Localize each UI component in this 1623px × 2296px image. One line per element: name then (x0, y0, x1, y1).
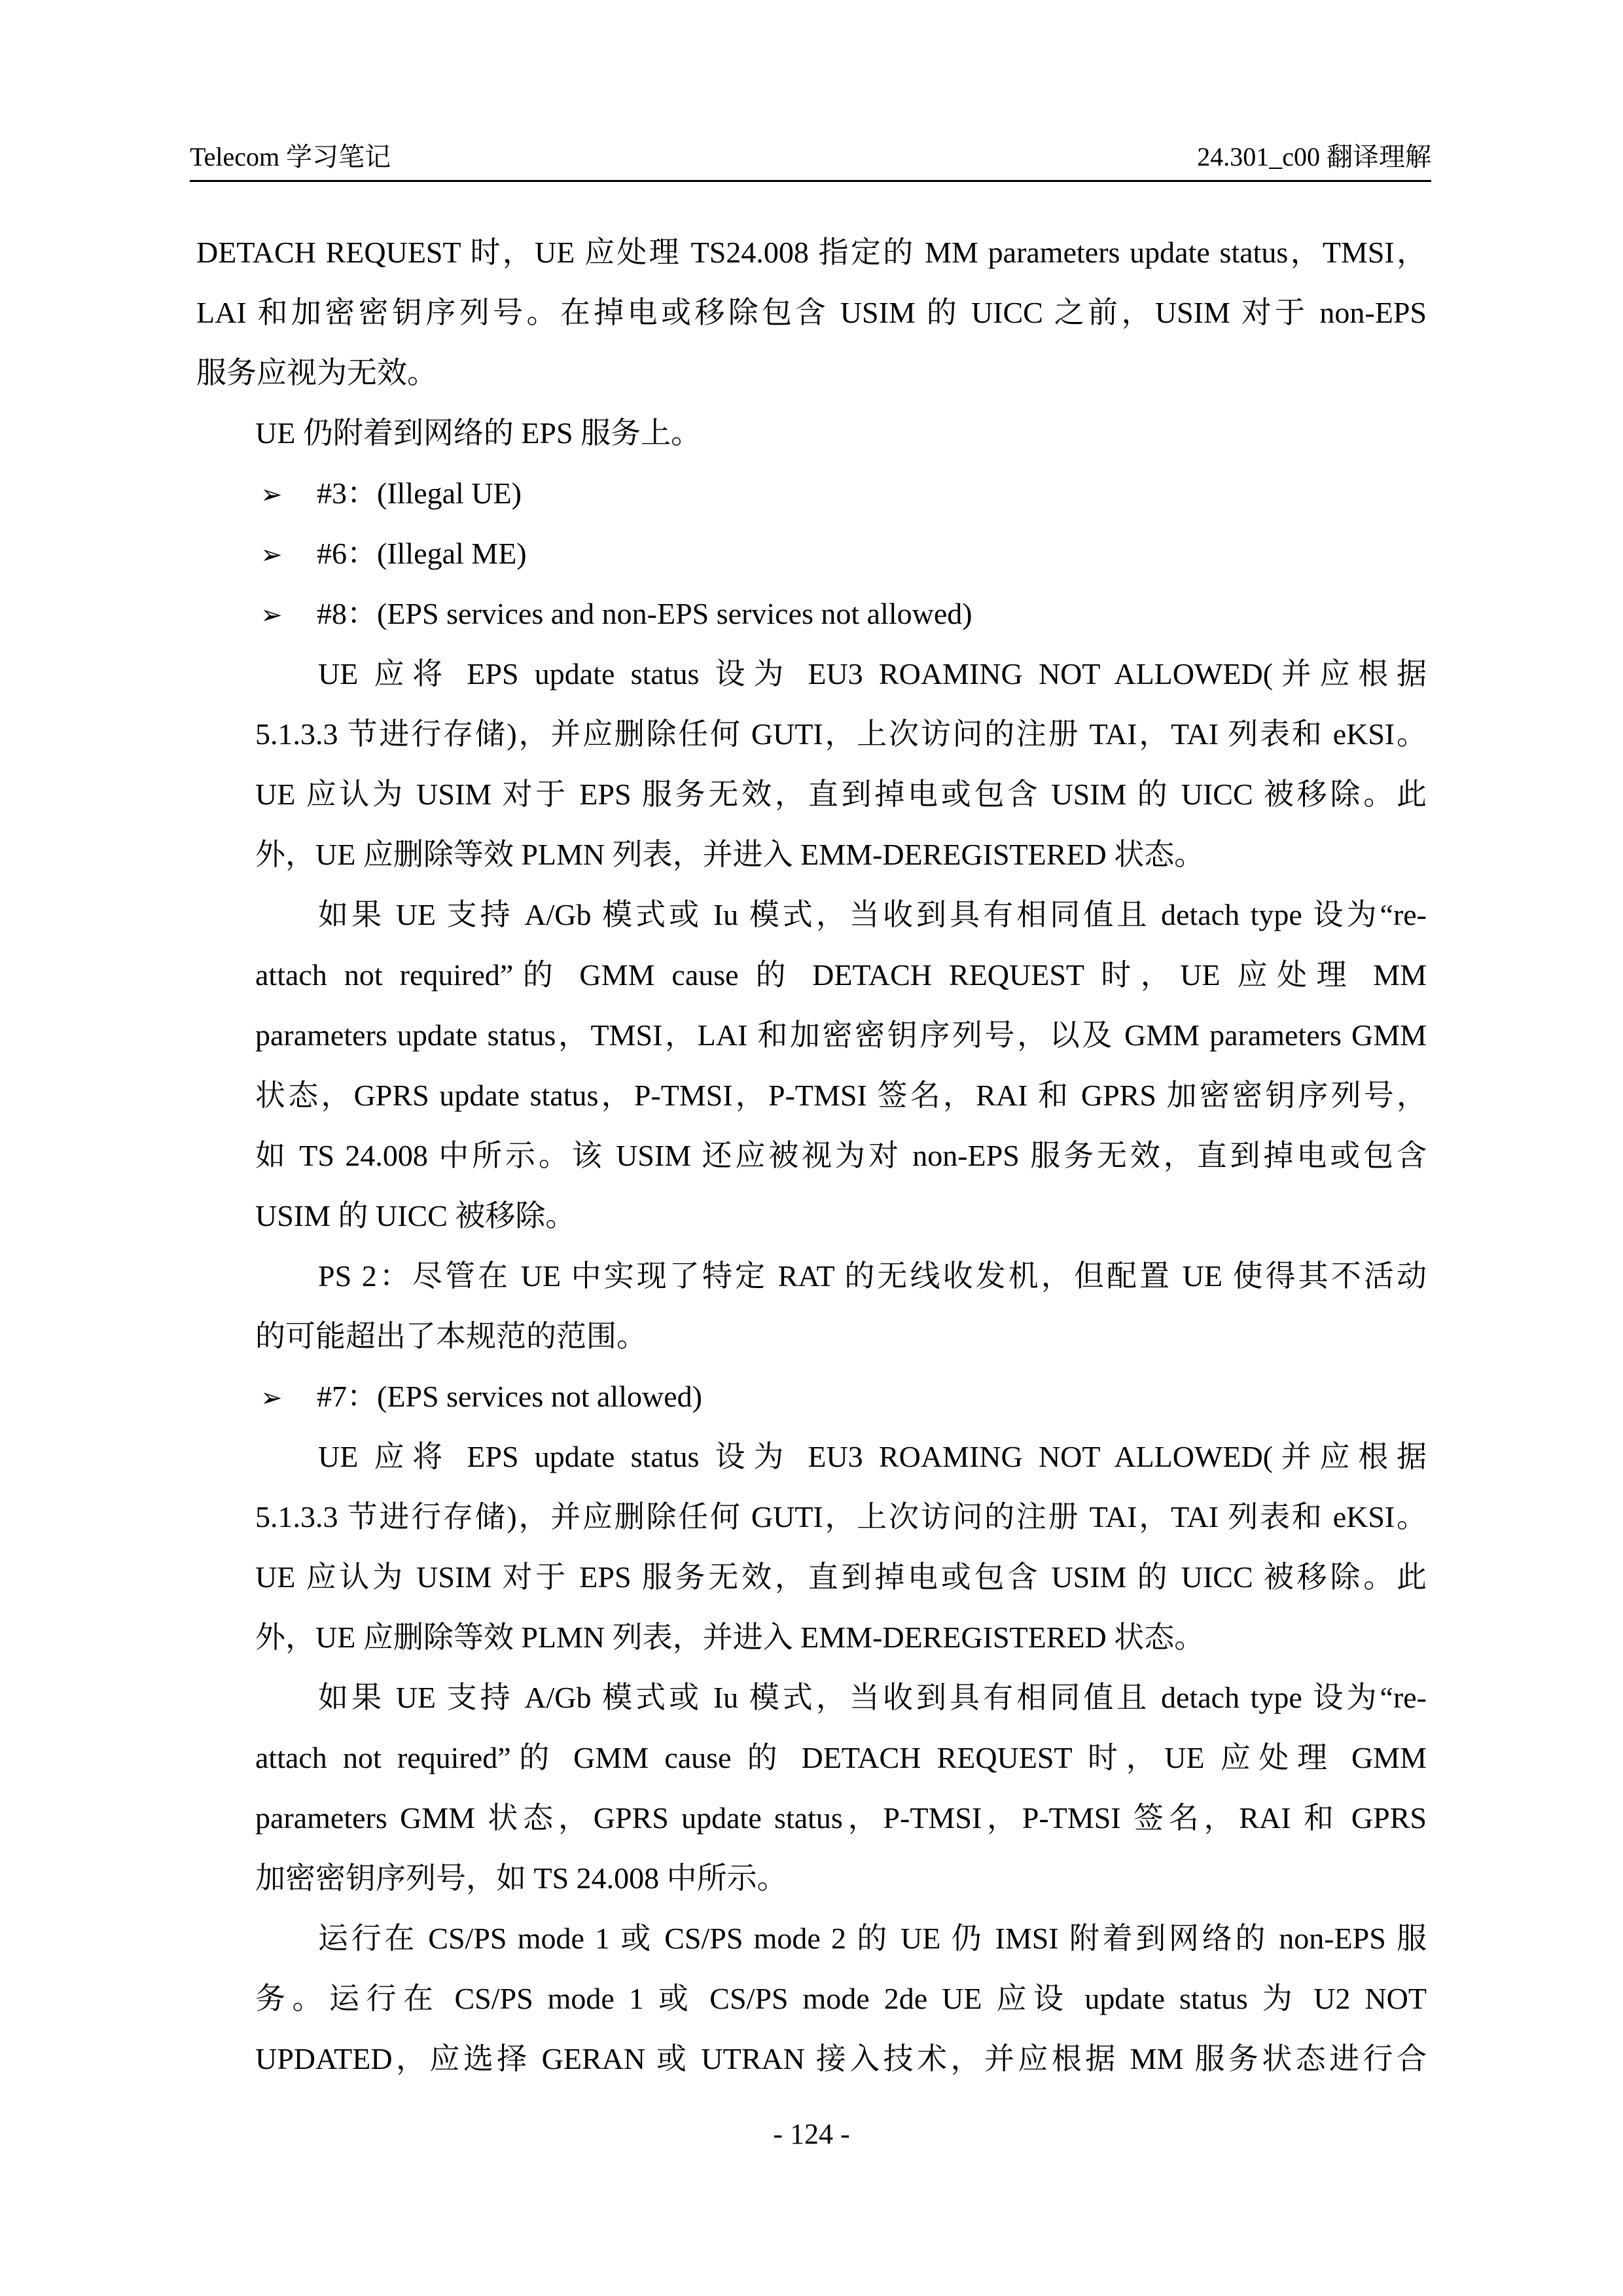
text-line: 5.1.3.3 节进行存储)，并应删除任何 GUTI，上次访问的注册 TAI，TAI 列表和 eKSI。 (255, 717, 1427, 751)
text-line: 运行在 CS/PS mode 1 或 CS/PS mode 2 的 UE 仍 IMSI 附着到网络的 non-EPS 服 (318, 1922, 1427, 1955)
paragraph-cause-7-eps (196, 1427, 1427, 1668)
paragraph-cause-7-gmm (196, 1668, 1427, 1909)
text-line: 的可能超出了本规范的范围。 (255, 1319, 647, 1353)
text-line: attach not required”的 GMM cause 的 DETACH REQUEST 时，UE 应处理 GMM (255, 1741, 1427, 1774)
bullet-cause-8 (196, 584, 1427, 644)
bullet-cause-7 (196, 1367, 1427, 1427)
paragraph-eps-attached: UE 仍附着到网络的 EPS 服务上。 (255, 416, 702, 450)
text-line: UE 应将 EPS update status 设为 EU3 ROAMING NOT ALLOWED(并应根据 (318, 657, 1427, 691)
text-line: 外，UE 应删除等效 PLMN 列表，并进入 EMM-DEREGISTERED 状态。 (255, 838, 1205, 871)
text-line: attach not required”的 GMM cause 的 DETACH REQUEST 时，UE 应处理 MM (255, 958, 1427, 992)
arrow-bullet-icon: ➢ (260, 600, 283, 630)
text-line: UE 应认为 USIM 对于 EPS 服务无效，直到掉电或包含 USIM 的 UICC 被移除。此 (255, 778, 1427, 811)
text-line: UE 应将 EPS update status 设为 EU3 ROAMING NOT ALLOWED(并应根据 (318, 1440, 1427, 1473)
text-line: 如果 UE 支持 A/Gb 模式或 Iu 模式，当收到具有相同值且 detach type 设为“re- (318, 1681, 1427, 1714)
text-line: 如果 UE 支持 A/Gb 模式或 Iu 模式，当收到具有相同值且 detach type 设为“re- (318, 898, 1427, 931)
bullet-text: #6：(Illegal ME) (317, 537, 527, 570)
arrow-bullet-icon: ➢ (260, 1383, 283, 1413)
text-line: UPDATED，应选择 GERAN 或 UTRAN 接入技术，并应根据 MM 服务状态进行合 (255, 2042, 1427, 2075)
arrow-bullet-icon: ➢ (260, 540, 283, 570)
bullet-text: #7：(EPS services not allowed) (317, 1380, 702, 1413)
page-body (196, 223, 1427, 2089)
bullet-text: #3：(Illegal UE) (317, 476, 522, 510)
text-line: 5.1.3.3 节进行存储)，并应删除任何 GUTI，上次访问的注册 TAI，TAI 列表和 eKSI。 (255, 1500, 1427, 1534)
bullet-text: #8：(EPS services and non-EPS services not allowed) (317, 597, 972, 630)
text-line: 如 TS 24.008 中所示。该 USIM 还应被视为对 non-EPS 服务无效，直到掉电或包含 (255, 1139, 1427, 1172)
text-line: DETACH REQUEST 时，UE 应处理 TS24.008 指定的 MM parameters update status，TMSI， (196, 236, 1427, 269)
page-header (190, 131, 1431, 182)
paragraph-ps-note (196, 1246, 1427, 1367)
paragraph-cause-8-eps (196, 644, 1427, 885)
text-line: 外，UE 应删除等效 PLMN 列表，并进入 EMM-DEREGISTERED 状态。 (255, 1621, 1205, 1654)
text-line: parameters update status，TMSI，LAI 和加密密钥序列号，以及 GMM parameters GMM (255, 1018, 1427, 1052)
text-line: 服务应视为无效。 (196, 356, 437, 389)
text-line: LAI 和加密密钥序列号。在掉电或移除包含 USIM 的 UICC 之前，USIM 对于 non-EPS (196, 296, 1427, 329)
header-document-id: 24.301_c00 翻译理解 (1197, 142, 1431, 171)
text-line: PS 2：尽管在 UE 中实现了特定 RAT 的无线收发机，但配置 UE 使得其不活动 (318, 1259, 1427, 1293)
paragraph-cause-8-gmm (196, 885, 1427, 1246)
paragraph-cs-ps-mode (196, 1909, 1427, 2089)
page-number: - 124 - (773, 2118, 850, 2150)
header-title: Telecom 学习笔记 (190, 142, 391, 171)
bullet-cause-3 (196, 463, 1427, 524)
arrow-bullet-icon: ➢ (260, 480, 283, 510)
text-line: 状态，GPRS update status，P-TMSI，P-TMSI 签名，RAI 和 GPRS 加密密钥序列号， (255, 1079, 1427, 1112)
text-line: UE 应认为 USIM 对于 EPS 服务无效，直到掉电或包含 USIM 的 UICC 被移除。此 (255, 1560, 1427, 1594)
paragraph-mm-parameters (196, 223, 1427, 403)
text-line: USIM 的 UICC 被移除。 (255, 1199, 576, 1232)
text-line: 务。运行在 CS/PS mode 1 或 CS/PS mode 2de UE 应设 update status 为 U2 NOT (255, 1982, 1427, 2015)
text-line: parameters GMM 状态，GPRS update status，P-TMSI，P-TMSI 签名，RAI 和 GPRS (255, 1801, 1427, 1835)
text-line: 加密密钥序列号，如 TS 24.008 中所示。 (255, 1861, 787, 1895)
bullet-cause-6 (196, 524, 1427, 584)
